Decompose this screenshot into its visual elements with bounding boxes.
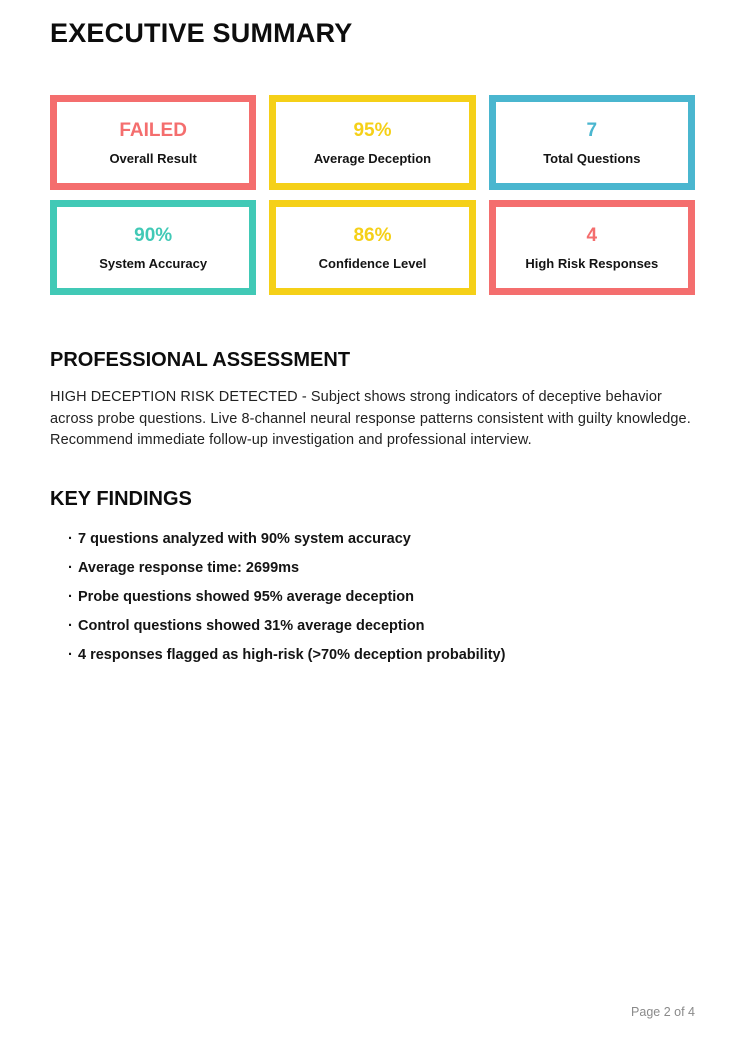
professional-assessment-text: HIGH DECEPTION RISK DETECTED - Subject shows strong indicators of deceptive behavior across probe questions. Live 8-channel neural response patterns consistent with guilty knowledge. Recommend immediate follow-up investigation and professional interview.: [50, 389, 691, 448]
stat-card-confidence-level: [269, 200, 475, 295]
stat-label: Confidence Level: [318, 255, 427, 271]
key-findings-list: [50, 525, 695, 670]
stat-value: 4: [586, 224, 598, 246]
stat-label: Average Deception: [313, 150, 432, 166]
bullet-icon: ·: [68, 589, 73, 605]
stat-value: 86%: [353, 224, 392, 246]
stat-card-high-risk-responses: [489, 200, 695, 295]
key-finding-text: Control questions showed 31% average deception: [78, 618, 425, 634]
professional-assessment-heading: PROFESSIONAL ASSESSMENT: [50, 349, 351, 371]
page-title: EXECUTIVE SUMMARY: [50, 18, 353, 48]
stat-label: Overall Result: [109, 150, 197, 166]
bullet-icon: ·: [68, 560, 73, 576]
key-finding-item: [68, 641, 695, 670]
key-finding-item: [68, 612, 695, 641]
bullet-icon: ·: [68, 531, 73, 547]
key-finding-text: Probe questions showed 95% average deception: [78, 589, 415, 605]
key-finding-text: Average response time: 2699ms: [78, 560, 300, 576]
stat-card-total-questions: [489, 95, 695, 190]
key-finding-item: [68, 525, 695, 554]
bullet-icon: ·: [68, 618, 73, 634]
page-number: Page 2 of 4: [631, 1005, 695, 1019]
report-content: [0, 18, 743, 670]
stat-label: System Accuracy: [99, 255, 208, 271]
key-findings-heading: KEY FINDINGS: [50, 487, 192, 510]
stat-label: Total Questions: [543, 150, 641, 166]
key-finding-text: 4 responses flagged as high-risk (>70% deception probability): [78, 647, 506, 663]
summary-stats-grid: [50, 95, 695, 295]
stat-value: 95%: [353, 119, 392, 141]
stat-card-average-deception: [269, 95, 475, 190]
key-finding-text: 7 questions analyzed with 90% system accuracy: [78, 531, 411, 547]
stat-value: FAILED: [119, 119, 187, 141]
stat-label: High Risk Responses: [525, 255, 659, 271]
key-finding-item: [68, 583, 695, 612]
stat-value: 7: [586, 119, 598, 141]
bullet-icon: ·: [68, 647, 73, 663]
stat-value: 90%: [134, 224, 173, 246]
stat-card-system-accuracy: [50, 200, 256, 295]
key-finding-item: [68, 554, 695, 583]
stat-card-overall-result: [50, 95, 256, 190]
